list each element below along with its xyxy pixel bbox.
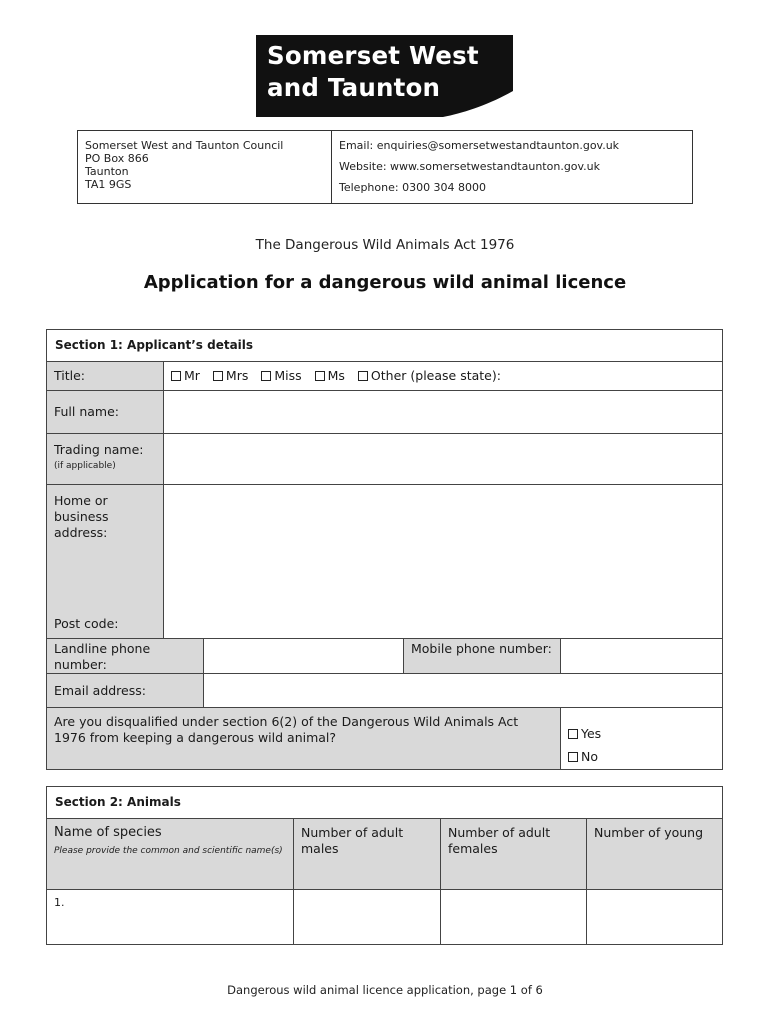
species-field-1[interactable] xyxy=(47,890,294,944)
species-header-note: Please provide the common and scientific name(s) xyxy=(54,846,283,856)
act-subtitle: The Dangerous Wild Animals Act 1976 xyxy=(255,237,515,253)
title-row xyxy=(47,361,722,390)
postcode: TA1 9GS xyxy=(85,178,132,191)
disqualified-yes-option[interactable]: Yes xyxy=(568,722,722,745)
section-2-heading: Section 2: Animals xyxy=(55,795,181,809)
council-logo xyxy=(256,35,513,117)
postal-address xyxy=(78,131,332,203)
section-1-applicant xyxy=(46,329,723,770)
males-field-1[interactable] xyxy=(294,890,441,944)
email-label: Email address: xyxy=(47,674,204,707)
po-box: PO Box 866 xyxy=(85,152,149,165)
title-label: Title: xyxy=(47,362,164,390)
disqualified-no-option[interactable]: No xyxy=(568,745,722,768)
title-option-miss[interactable]: Miss xyxy=(261,368,301,383)
email-row xyxy=(47,673,722,707)
full-name-row xyxy=(47,390,722,433)
species-header-cell xyxy=(47,819,294,889)
title-option-ms[interactable]: Ms xyxy=(315,368,345,383)
page-footer: Dangerous wild animal licence application, page 1 of 6 xyxy=(227,983,543,997)
contact-website[interactable]: Website: www.somersetwestandtaunton.gov.uk xyxy=(339,160,601,173)
disqualified-row xyxy=(47,707,722,769)
checkbox-icon[interactable] xyxy=(171,371,181,381)
young-field-1[interactable] xyxy=(587,890,722,944)
address-field[interactable] xyxy=(164,485,722,638)
trading-name-note: (if applicable) xyxy=(54,461,116,471)
contact-methods xyxy=(332,131,692,203)
town: Taunton xyxy=(85,165,129,178)
checkbox-icon[interactable] xyxy=(213,371,223,381)
trading-name-row xyxy=(47,433,722,484)
checkbox-icon[interactable] xyxy=(568,729,578,739)
checkbox-icon[interactable] xyxy=(568,752,578,762)
checkbox-icon[interactable] xyxy=(315,371,325,381)
females-field-1[interactable] xyxy=(441,890,587,944)
trading-name-label: Trading name: xyxy=(54,442,144,457)
full-name-label: Full name: xyxy=(47,391,164,433)
title-options xyxy=(164,362,510,390)
checkbox-icon[interactable] xyxy=(358,371,368,381)
logo-line-1: Somerset West xyxy=(267,41,479,70)
mobile-label: Mobile phone number: xyxy=(404,639,561,673)
title-option-other[interactable]: Other (please state): xyxy=(358,368,501,383)
animals-table-row xyxy=(47,889,722,944)
young-header: Number of young xyxy=(587,819,722,889)
phone-row xyxy=(47,638,722,673)
email-field[interactable] xyxy=(204,674,722,707)
org-name: Somerset West and Taunton Council xyxy=(85,139,284,152)
contact-box xyxy=(77,130,693,204)
landline-field[interactable] xyxy=(204,639,404,673)
animals-table-header xyxy=(47,818,722,889)
disqualified-options xyxy=(561,708,722,769)
contact-email[interactable]: Email: enquiries@somersetwestandtaunton.gov.uk xyxy=(339,139,620,152)
logo-swoosh-icon xyxy=(443,91,513,117)
address-label-cell xyxy=(47,485,164,638)
postcode-label: Post code: xyxy=(54,616,119,631)
mobile-field[interactable] xyxy=(561,639,722,673)
checkbox-icon[interactable] xyxy=(261,371,271,381)
trading-name-field[interactable] xyxy=(164,434,722,484)
section-1-header-row xyxy=(47,330,722,361)
trading-name-label-cell xyxy=(47,434,164,484)
title-option-mrs[interactable]: Mrs xyxy=(213,368,248,383)
title-option-mr[interactable]: Mr xyxy=(171,368,200,383)
section-1-heading: Section 1: Applicant’s details xyxy=(55,338,254,352)
address-row xyxy=(47,484,722,638)
males-header: Number of adult males xyxy=(294,819,441,889)
females-header: Number of adult females xyxy=(441,819,587,889)
contact-telephone: Telephone: 0300 304 8000 xyxy=(339,181,487,194)
full-name-field[interactable] xyxy=(164,391,722,433)
logo-line-2: and Taunton xyxy=(267,73,441,102)
address-label: Home or business address: xyxy=(54,493,109,540)
section-2-header-row xyxy=(47,787,722,818)
landline-label: Landline phone number: xyxy=(47,639,204,673)
row-index: 1. xyxy=(54,896,65,909)
disqualified-question: Are you disqualified under section 6(2) of the Dangerous Wild Animals Act 1976 from keeping a dangerous wild animal? xyxy=(47,708,561,769)
species-header: Name of species xyxy=(54,825,162,840)
section-2-animals xyxy=(46,786,723,945)
page-title: Application for a dangerous wild animal licence xyxy=(143,272,627,293)
